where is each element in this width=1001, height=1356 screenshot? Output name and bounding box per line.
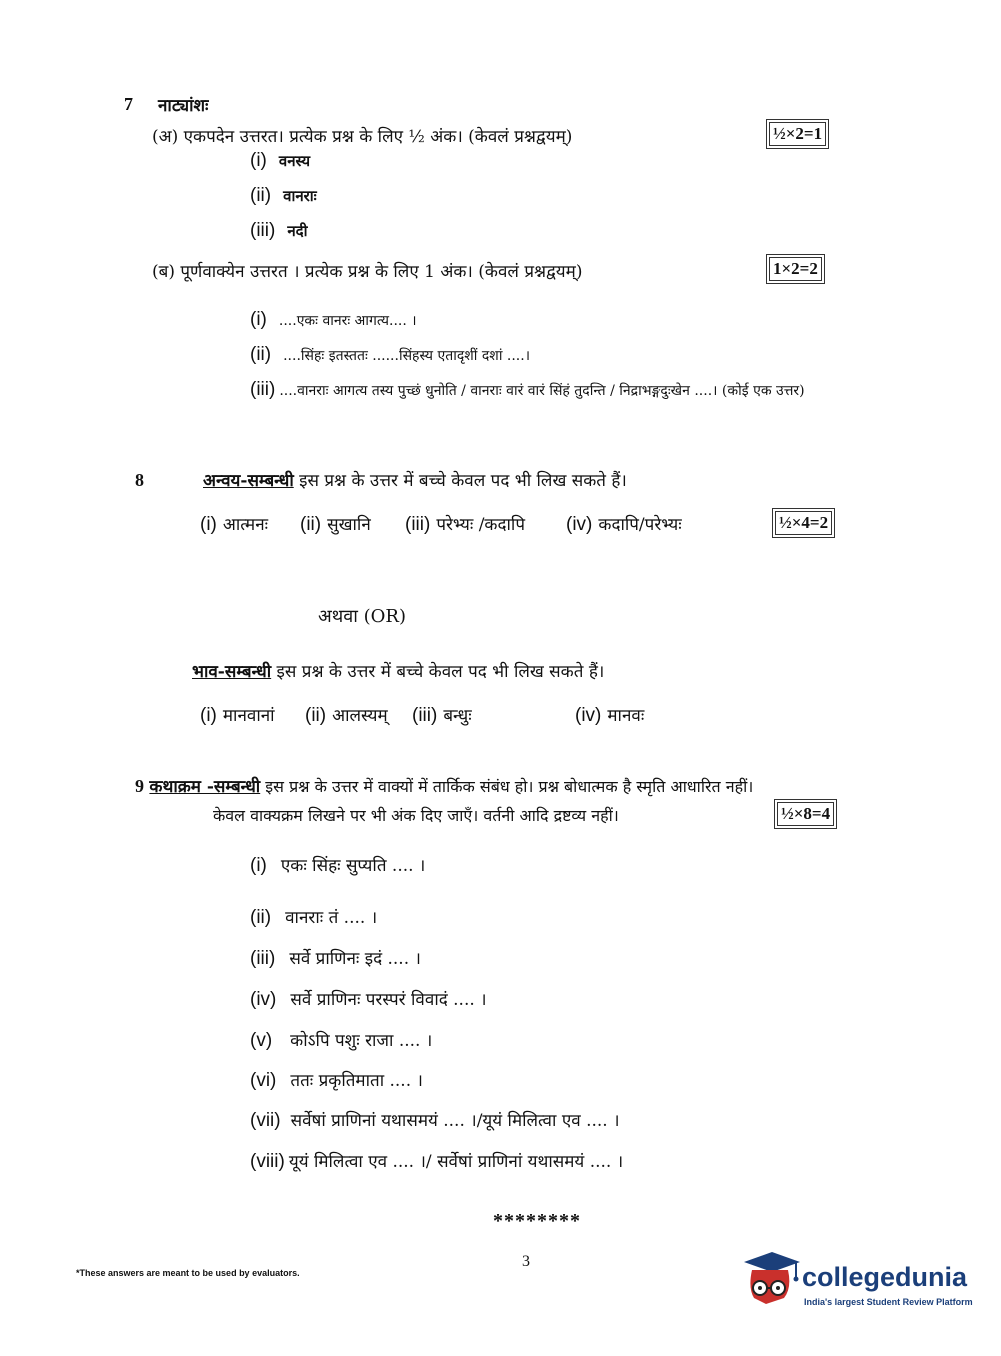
q9-item-5: (v) कोऽपि पशुः राजा .... । bbox=[250, 1030, 433, 1051]
q8-alt-answer-2: (ii) आलस्यम् bbox=[305, 705, 388, 726]
q9-item-3: (iii) सर्वे प्राणिनः इदं .... । bbox=[250, 948, 421, 969]
q8-number: 8 bbox=[135, 470, 144, 490]
q7-title: नाट्यांशः bbox=[158, 96, 209, 116]
collegedunia-mascot-icon bbox=[740, 1248, 802, 1310]
q9-item-6: (vi) ततः प्रकृतिमाता .... । bbox=[250, 1070, 423, 1091]
q7-b-marks: 1×2=2 bbox=[769, 257, 822, 281]
q7-a-instruction: (अ) एकपदेन उत्तरत। प्रत्येक प्रश्न के लिए ½ अंक। (केवलं प्रश्नद्वयम्) bbox=[152, 127, 573, 147]
evaluator-note: *These answers are meant to be used by evaluators. bbox=[76, 1268, 300, 1278]
q8-alt-answer-1: (i) मानवानां bbox=[200, 705, 275, 726]
q8-alt-heading: भाव-सम्बन्धी bbox=[192, 662, 272, 682]
q8-marks: ½×4=2 bbox=[775, 511, 832, 535]
q7-a-item-2: (ii) वानराः bbox=[250, 185, 317, 206]
q8-alt-answer-3: (iii) बन्धुः bbox=[412, 705, 472, 726]
q8-answer-4: (iv) कदापि/परेभ्यः bbox=[566, 514, 682, 535]
q7-number: 7 bbox=[124, 94, 133, 114]
q9-line2: केवल वाक्यक्रम लिखने पर भी अंक दिए जाएँ। वर्तनी आदि द्रष्टव्य नहीं। bbox=[213, 806, 619, 825]
q9-heading: कथाक्रम -सम्बन्धी bbox=[149, 777, 261, 797]
q7-b-instruction: (ब) पूर्णवाक्येन उत्तरत । प्रत्येक प्रश्न के लिए 1 अंक। (केवलं प्रश्नद्वयम्) bbox=[152, 262, 583, 282]
q8-answer-2: (ii) सुखानि bbox=[300, 514, 371, 535]
end-stars: ******** bbox=[493, 1210, 581, 1232]
logo-tagline: India's largest Student Review Platform bbox=[804, 1297, 973, 1307]
q7-b-marks-box bbox=[766, 254, 825, 284]
q7-a-marks-box bbox=[766, 119, 829, 149]
q9-item-1: (i) एकः सिंहः सुप्यति .... । bbox=[250, 855, 426, 876]
q7-b-item-1: (i) ....एकः वानरः आगत्य.... । bbox=[250, 309, 417, 330]
q8-marks-box bbox=[772, 508, 835, 538]
q7-a-marks: ½×2=1 bbox=[769, 122, 826, 146]
q9-marks-box bbox=[774, 799, 837, 829]
q9-heading-line: 9 कथाक्रम -सम्बन्धी इस प्रश्न के उत्तर में वाक्यों में तार्किक संबंध हो। प्रश्न बोधात्मक है स्मृति आधारित नहीं। bbox=[135, 776, 754, 797]
q8-answer-1: (i) आत्मनः bbox=[200, 514, 269, 535]
q8-alt-answer-4: (iv) मानवः bbox=[575, 705, 645, 726]
page-number: 3 bbox=[522, 1253, 530, 1270]
q7-b-item-3: (iii) ....वानराः आगत्य तस्य पुच्छं धुनोति / वानराः वारं वारं सिंहं तुदन्ति / निद्राभङ्गदुःखेन ....। (कोई एक उत्तर) bbox=[250, 379, 805, 400]
q9-item-4: (iv) सर्वे प्राणिनः परस्परं विवादं .... । bbox=[250, 989, 487, 1010]
q9-item-2: (ii) वानराः तं .... । bbox=[250, 907, 378, 928]
logo-name: collegedunia bbox=[802, 1262, 968, 1292]
q7-b-item-2: (ii) ....सिंहः इतस्ततः ......सिंहस्य एतादृशीं दशां ....। bbox=[250, 344, 531, 365]
q8-heading-line: अन्वय-सम्बन्धी इस प्रश्न के उत्तर में बच्चे केवल पद भी लिख सकते हैं। bbox=[203, 471, 627, 491]
q8-alt-heading-line: भाव-सम्बन्धी इस प्रश्न के उत्तर में बच्चे केवल पद भी लिख सकते हैं। bbox=[192, 662, 605, 682]
q9-marks: ½×8=4 bbox=[777, 802, 834, 826]
q7-a-item-3: (iii) नदी bbox=[250, 220, 308, 241]
q8-heading: अन्वय-सम्बन्धी bbox=[203, 471, 294, 491]
q9-item-7: (vii) सर्वेषां प्राणिनां यथासमयं .... ।/यूयं मिलित्वा एव .... । bbox=[250, 1110, 620, 1131]
q8-or: अथवा (OR) bbox=[318, 606, 406, 627]
q7-a-item-1: (i) वनस्य bbox=[250, 150, 311, 171]
q9-number: 9 bbox=[135, 776, 144, 796]
q9-item-8: (viii) यूयं मिलित्वा एव .... ।/ सर्वेषां प्राणिनां यथासमयं .... । bbox=[250, 1151, 624, 1172]
q8-answer-3: (iii) परेभ्यः /कदापि bbox=[405, 514, 525, 535]
